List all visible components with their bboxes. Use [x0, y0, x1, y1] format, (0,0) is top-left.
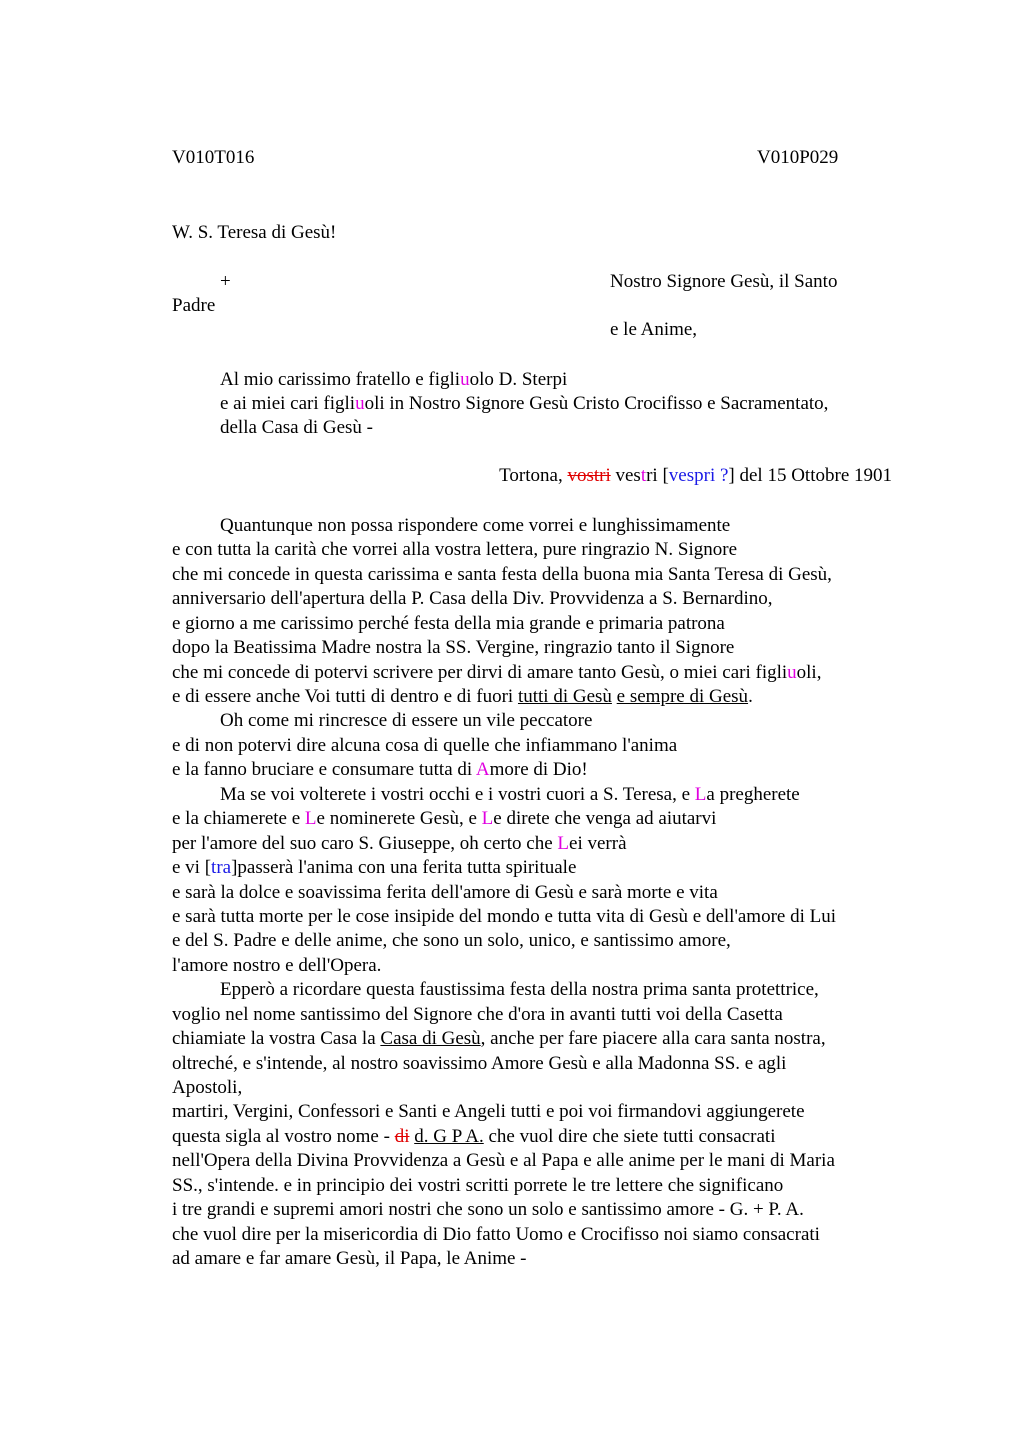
text-segment: e la chiamerete e [172, 808, 305, 829]
invocation-line: W. S. Teresa di Gesù! [172, 222, 337, 243]
text-segment: oli, [796, 662, 822, 683]
body-line: SS., s'intende. e in principio dei vostri scritti porrete le tre lettere che significano [172, 1175, 784, 1196]
body-line: Quantunque non possa rispondere come vorrei e lunghissimamente [220, 515, 731, 536]
underlined-phrase: tutti di Gesù [517, 686, 612, 707]
body-line: Apostoli, [172, 1077, 243, 1098]
text-segment: che mi concede di potervi scrivere per dirvi di amare tanto Gesù, o miei cari figli [172, 662, 788, 683]
text-segment: a pregherete [706, 784, 800, 805]
corrected-letter: u [355, 393, 365, 414]
body-line: e sarà la dolce e soavissima ferita dell'amore di Gesù e sarà morte e vita [172, 882, 718, 903]
body-line [172, 661, 821, 685]
body-line [220, 783, 800, 807]
body-line: i tre grandi e supremi amori nostri che sono un solo e santissimo amore - G. + P. A. [172, 1199, 804, 1220]
text-segment: per l'amore del suo caro S. Giuseppe, oh certo che [172, 833, 558, 854]
underlined-phrase: e sempre di Gesù [616, 686, 749, 707]
place-date-line [499, 464, 892, 488]
text-segment: Ma se voi volterete i vostri occhi e i vostri cuori a S. Teresa, e [220, 784, 695, 805]
body-line [172, 1027, 826, 1051]
underlined-phrase: d. G P A. [414, 1126, 484, 1147]
body-line: Oh come mi rincresce di essere un vile peccatore [220, 710, 593, 731]
body-line [172, 807, 716, 831]
corrected-letter: L [481, 808, 494, 829]
corrected-letter: L [694, 784, 707, 805]
underlined-phrase: Casa di Gesù [380, 1028, 481, 1049]
body-line: dopo la Beatissima Madre nostra la SS. Vergine, ringrazio tanto il Signore [172, 637, 735, 658]
dedication-line-2: e le Anime, [610, 319, 698, 340]
corrected-letter: L [304, 808, 317, 829]
text-segment: ei verrà [569, 833, 627, 854]
text-segment: , anche per fare piacere alla cara santa nostra, [480, 1028, 826, 1049]
address-line-3: della Casa di Gesù - [220, 417, 374, 438]
address-line-1 [220, 368, 567, 392]
text-segment: e vi [ [172, 857, 212, 878]
text-segment: chiamiate la vostra Casa la [172, 1028, 381, 1049]
text-segment: ] del 15 Ottobre 1901 [728, 465, 892, 486]
text-segment: e direte che venga ad aiutarvi [493, 808, 717, 829]
body-line: e del S. Padre e delle anime, che sono un solo, unico, e santissimo amore, [172, 930, 731, 951]
body-line [172, 856, 576, 880]
body-line: Epperò a ricordare questa faustissima festa della nostra prima santa protettrice, [220, 979, 819, 1000]
text-segment: e ai miei cari figli [220, 393, 356, 414]
corrected-letter: t [640, 465, 647, 486]
cross-symbol: + [220, 271, 231, 292]
body-line [172, 758, 588, 782]
text-segment: more di Dio! [489, 759, 588, 780]
corrected-letter: A [475, 759, 490, 780]
deleted-word: vostri [567, 465, 611, 486]
body-line [172, 1125, 775, 1149]
text-segment: Tortona, [499, 465, 568, 486]
dedication-line-1-continued: Padre [172, 295, 216, 316]
corrected-letter: u [460, 369, 470, 390]
text-segment: e di essere anche Voi tutti di dentro e di fuori [172, 686, 518, 707]
address-line-2 [220, 392, 828, 416]
body-line: voglio nel nome santissimo del Signore che d'ora in avanti tutti voi della Casetta [172, 1004, 783, 1025]
text-segment: olo D. Sterpi [469, 369, 568, 390]
body-line: che vuol dire per la misericordia di Dio fatto Uomo e Crocifisso noi siamo consacrati [172, 1224, 820, 1245]
body-line [172, 685, 753, 709]
corrected-letter: L [557, 833, 570, 854]
text-segment: che vuol dire che siete tutti consacrati [483, 1126, 776, 1147]
corrected-letter: u [787, 662, 797, 683]
body-line [172, 832, 627, 856]
body-line: nell'Opera della Divina Provvidenza a Gesù e al Papa e alle anime per le mani di Maria [172, 1150, 835, 1171]
text-segment: e nominerete Gesù, e [316, 808, 482, 829]
body-line: ad amare e far amare Gesù, il Papa, le Anime - [172, 1248, 527, 1269]
text-segment: . [748, 686, 753, 707]
body-line: e sarà tutta morte per le cose insipide del mondo e tutta vita di Gesù e dell'amore di Lui [172, 906, 836, 927]
text-segment: e la fanno bruciare e consumare tutta di [172, 759, 476, 780]
editor-note: vespri ? [668, 465, 729, 486]
editor-insertion: tra [211, 857, 232, 878]
text-segment: ri [ [646, 465, 669, 486]
text-segment: Al mio carissimo fratello e figli [220, 369, 461, 390]
body-line: e giorno a me carissimo perché festa della mia grande e primaria patrona [172, 613, 725, 634]
dedication-line-1: Nostro Signore Gesù, il Santo [610, 271, 838, 292]
deleted-word: di [394, 1126, 410, 1147]
right-document-code: V010P029 [757, 147, 839, 168]
left-document-code: V010T016 [172, 147, 255, 168]
body-line: l'amore nostro e dell'Opera. [172, 955, 382, 976]
body-line: e di non potervi dire alcuna cosa di quelle che infiammano l'anima [172, 735, 678, 756]
body-line: martiri, Vergini, Confessori e Santi e Angeli tutti e poi voi firmandovi aggiungerete [172, 1101, 805, 1122]
body-line: che mi concede in questa carissima e santa festa della buona mia Santa Teresa di Gesù, [172, 564, 832, 585]
body-line: oltreché, e s'intende, al nostro soavissimo Amore Gesù e alla Madonna SS. e agli [172, 1053, 787, 1074]
body-line: anniversario dell'apertura della P. Casa della Div. Provvidenza a S. Bernardino, [172, 588, 773, 609]
body-line: e con tutta la carità che vorrei alla vostra lettera, pure ringrazio N. Signore [172, 539, 737, 560]
text-segment: ves [610, 465, 641, 486]
text-segment: ]passerà l'anima con una ferita tutta spirituale [231, 857, 577, 878]
text-segment: questa sigla al vostro nome - [172, 1126, 395, 1147]
text-segment: oli in Nostro Signore Gesù Cristo Crocifisso e Sacramentato, [364, 393, 829, 414]
